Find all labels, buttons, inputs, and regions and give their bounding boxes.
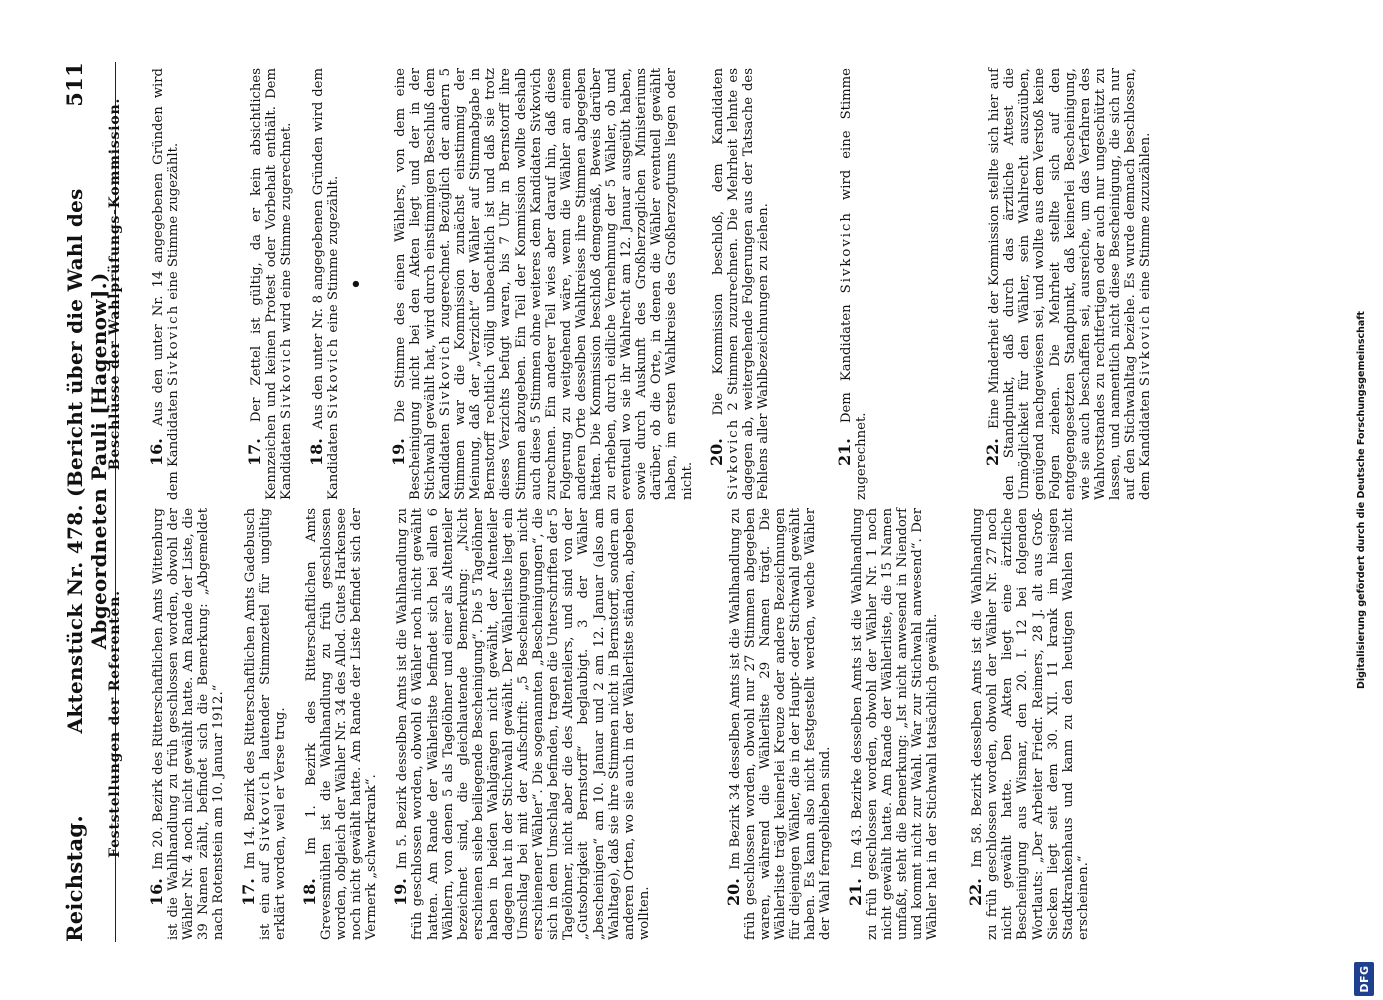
finding-21-number: 21. (845, 878, 865, 906)
decision-19-number: 19. (388, 438, 408, 466)
header-title: Aktenstück Nr. 478. (Bericht über die Wahl des Abgeordneten Pauli [Hagenow].) (63, 188, 111, 734)
finding-17-text-after: lautender Stimmzettel für ungültig erklärt worden, weil er Verse trug. (257, 508, 288, 940)
dfg-logo: DFG (1354, 962, 1374, 996)
finding-19-text: Im 5. Bezirk desselben Amts ist die Wahlhandlung zu früh geschlossen worden, obwohl 6 Wähler noch nicht gewählt hatten. Am Rande der Wählerliste befindet sich bei allen 6 Wählern, von denen 5 als Tagelöhner und einer als Altenteiler bezeichnet sind, die gleichlautende Bemerkung: „Nicht erschienen siehe beiliegende Bescheinigung“. Die 5 Tagelöhner haben in beiden Wahlgängen nicht gewählt, der Altenteiler dagegen hat in der Stichwahl gewählt. Der Wählerliste liegt ein Umschlag bei mit der Aufschrift: „5 Bescheinigungen nicht erschienener Wähler“. Die sogenannten „Bescheinigungen“, die sich in dem Umschlag befinden, tragen die Unterschriften der 5 Tagelöhner, nicht aber die des Altenteilers, und sind von der „Gutsobrigkeit Bernstorff“ beglaubigt. 3 der Wähler „bescheinigen“ am 10. Januar und 2 am 12. Januar (also am Wahltage), daß sie ihre Stimmen nicht in Bernstorff, sondern an anderen Orten, wo sie auch in der Wählerliste ständen, abgeben wollten. (395, 508, 652, 940)
decision-21-number: 21. (835, 438, 854, 466)
decision-16-text-before: Aus den unter Nr. 14 angegebenen Gründen wird dem Kandidaten (151, 68, 182, 500)
finding-22-number: 22. (966, 878, 986, 906)
finding-18-text: Im 1. Bezirk des Ritterschaftlichen Amts Grevesmühlen ist die Wahlhandlung zu früh geschlossen worden, obgleich der Wähler Nr. 34 des Allod. Gutes Harkensee noch nicht gewählt hatte. Am Rande der Liste befindet sich der Vermerk „schwerkrank“. (303, 508, 380, 940)
decision-19-candidate: Sivkovich (438, 334, 454, 417)
decision-20-text-before: Die Kommission beschloß, dem Kandidaten (710, 68, 726, 416)
decision-19-text-after: zugerechnet. Bezüglich der andern 5 Stimmen war die Kommission zunächst einstimmig der Meinung, daß der „Verzicht“ der Wähler auf Stimmabgabe in Bernstorff rechtlich völlig unbeachtlich ist und daß sie trotz dieses Verzichts befugt waren, bis 7 Uhr in Bernstorff ihre Stimmen abzugeben. Ein Teil der Kommission wollte deshalb auch diese 5 Stimmen ohne weiteres dem Kandidaten Sivkovich zurechnen. Ein anderer Teil wies aber darauf hin, daß diese Folgerung zu weitgehend wäre, wenn die Wähler an einem anderen Orte desselben Wahlkreises ihre Stimmen abgegeben hätten. Die Kommission beschloß demgemäß, Beweis darüber zu erheben, durch eidliche Vernehmung der 5 Wähler, ob und eventuell wo sie ihr Wahlrecht am 12. Januar ausgeübt haben, sowie durch Auskunft des Großherzoglichen Ministeriums darüber, ob die Orte, in denen die Wähler eventuell gewählt haben, im ersten Wahlkreise des Großherzogtums liegen oder nicht. (438, 68, 695, 500)
decision-17-candidate: Sivkovich (279, 336, 295, 420)
digitization-credit: Digitalisierung gefördert durch die Deutsche Forschungsgemeinschaft (1356, 311, 1367, 689)
finding-16-number: 16. (147, 878, 167, 906)
decision-22-candidate: Sivkovich (1138, 303, 1154, 387)
decision-17-text-after: wird eine Stimme zugerechnet. (279, 122, 295, 333)
finding-20-text: Im Bezirk 34 desselben Amts ist die Wahlhandlung zu früh geschlossen worden, obwohl nur 27 Stimmen abgegeben waren, während die Wählerliste 29 Namen trägt. Die Wählerliste trägt keinerlei Kreuze oder andere Bezeichnungen für diejenigen Wähler, die in der Haupt- oder Stichwahl gewählt haben. Es kann also nicht festgestellt werden, welche Wähler der Wahl ferngeblieben sind. (727, 507, 834, 940)
findings-column (108, 508, 1091, 940)
finding-17-text-before: Im 14. Bezirk des Ritterschaftlichen Amts Gadebusch ist ein auf (242, 508, 273, 940)
finding-19 (393, 508, 652, 940)
decisions-heading: Beschlüsse der Wahlprüfungs-Kommission. (107, 97, 123, 471)
decision-22-text-after: eine Stimme zuzuzählen. (1138, 132, 1154, 300)
decision-22-text-before: Eine Minderheit der Kommission stellte sich hier auf den Standpunkt, daß durch das ärztliche Attest die Unmöglichkeit für den Wähler, sein Wahlrecht auszuüben, genügend nachgewiesen sei, und wollte aus dem Verstoß keine Folgen ziehen. Die Mehrheit stellte sich auf den entgegengesetzten Standpunkt, daß keinerlei Bescheinigung, wie sie auch beschaffen sei, ausreiche, um das Verfahren des Wahlvorstandes zu rechtfertigen oder auch nur ungeschützt zu lassen, und namentlich nicht diese Bescheinigung, die sich nur auf den Stichwahltag beziehe. Es wurde demnach beschlossen, dem Kandidaten (987, 68, 1154, 500)
decision-22 (985, 68, 1153, 500)
decision-17-number: 17. (245, 438, 265, 466)
decision-19-text-before: Die Stimme des einen Wählers, von dem eine Bescheinigung nicht bei den Akten liegt und der in der Stichwahl gewählt hat, wird durch einstimmigen Beschluß dem Kandidaten (392, 68, 454, 500)
decision-20-candidate: Sivkovich (725, 417, 741, 500)
finding-20-number: 20. (723, 878, 743, 906)
finding-22 (968, 508, 1091, 940)
decision-18-text-before: Aus den unter Nr. 8 angegebenen Gründen wird dem Kandidaten (310, 68, 341, 500)
decision-20 (706, 68, 771, 500)
decision-16 (149, 68, 181, 500)
finding-18 (299, 508, 380, 940)
finding-22-text: Im 58. Bezirk desselben Amts ist die Wahlhandlung zu früh geschlossen worden, obwohl der Wähler Nr. 27 noch nicht gewählt hatte. Den Akten liegt eine ärztliche Bescheinigung aus Wismar, den 20. I. 12 bei folgenden Wortlauts: „Der Arbeiter Friedr. Reimers, 28 J. alt aus Groß-Siecken liegt seit dem 30. XII. 11 krank im hiesigen Stadtkrankenhaus und kann zu den heutigen Wahlen nicht erscheinen.“ (970, 508, 1091, 940)
finding-17-candidate: Sivkovich (257, 769, 273, 852)
decision-16-number: 16. (147, 438, 167, 466)
finding-18-number: 18. (299, 878, 319, 906)
finding-17 (238, 508, 288, 940)
decision-21 (837, 68, 869, 500)
decision-18-number: 18. (306, 438, 326, 466)
decision-17-text-before: Der Zettel ist gültig, da er kein absichtliches Kennzeichen und keinen Protest oder Vorbehalt enthält. Dem Kandidaten (249, 68, 295, 500)
finding-21-text: Im 43. Bezirke desselben Amts ist die Wahlhandlung zu früh geschlossen worden, obwohl der Wähler Nr. 1 noch nicht gewählt hatte. Am Rande der Wählerliste, die 15 Namen umfaßt, steht die Bemerkung: „Ist nicht anwesend in Niendorf und kommt nicht zur Wahl. War zur Stichwahl anwesend“. Der Wähler hat in der Stichwahl tatsächlich gewählt. (849, 508, 941, 940)
decision-17 (247, 68, 294, 500)
decision-16-candidate: Sivkovich (166, 303, 182, 387)
finding-16-text: Im 20. Bezirk des Ritterschaftlichen Amts Wittenburg ist die Wahlhandlung zu früh geschlossen worden, obwohl der Wähler Nr. 4 noch nicht gewählt hatte. Am Rande der Liste, die 39 Namen zählt, befindet sich die Bemerkung: „Abgemeldet nach Rotenstein am 10. Januar 1912.“ (151, 508, 227, 940)
finding-21 (845, 508, 941, 940)
finding-17-number: 17. (238, 878, 258, 906)
decision-18-text-after: eine Stimme zugezählt. (325, 175, 341, 333)
page-number: 511 (62, 62, 87, 107)
decision-18-candidate: Sivkovich (325, 336, 341, 420)
decision-21-candidate: Sivkovich (839, 211, 854, 294)
decision-16-text-after: eine Stimme zugezählt. (166, 142, 182, 300)
finding-16 (149, 508, 226, 940)
stray-mark: • (345, 278, 367, 290)
decision-21-text-after: wird eine Stimme zugerechnet. (839, 68, 870, 500)
findings-heading: Feststellungen der Referenten. (107, 590, 123, 858)
decision-18 (306, 68, 341, 500)
decisions-column (108, 68, 1153, 500)
finding-19-number: 19. (391, 878, 411, 906)
header-left: Reichstag. (62, 815, 87, 942)
decision-19 (388, 68, 695, 500)
decision-22-number: 22. (983, 438, 1003, 466)
decision-20-number: 20. (706, 438, 726, 466)
finding-20 (723, 507, 834, 940)
decision-21-text-before: Dem Kandidaten (839, 304, 854, 424)
decision-20-text-after: 2 Stimmen zuzurechnen. Die Mehrheit lehnte es dagegen ab, weitergehende Folgerungen aus der Tatsache des Fehlens aller Wahlbezeichnungen zu ziehen. (725, 68, 771, 500)
